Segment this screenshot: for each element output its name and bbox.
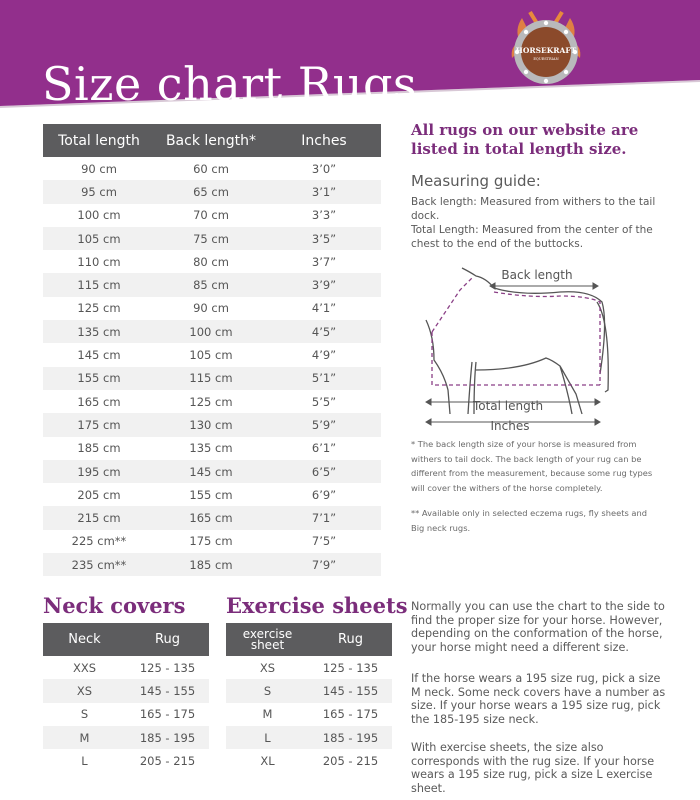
table-cell: 95 cm xyxy=(43,180,155,203)
back-length-footnote: * The back length size of your horse is measured from withers to tail dock. The back length of your rug can be different from the measurement, because some rug types will cover the withers of the horse completely. xyxy=(411,439,653,493)
table-cell: 5’9” xyxy=(267,413,381,436)
table-cell: 5’1” xyxy=(267,367,381,390)
table-cell: 205 - 215 xyxy=(309,749,392,772)
table-cell: 3’9” xyxy=(267,273,381,296)
table-row xyxy=(226,726,392,749)
table-row xyxy=(43,553,381,576)
table-cell: 185 - 195 xyxy=(309,726,392,749)
guide-total-length: Total Length: Measured from the center of the chest to the end of the buttocks. xyxy=(411,224,653,250)
table-cell: 215 cm xyxy=(43,506,155,529)
table-row xyxy=(43,656,209,679)
table-row xyxy=(226,703,392,726)
table-cell: 135 cm xyxy=(155,437,267,460)
table-cell: 7’1” xyxy=(267,506,381,529)
table-cell: 75 cm xyxy=(155,227,267,250)
total-length-label: Total length xyxy=(472,399,544,413)
table-row xyxy=(43,437,381,460)
logo-subtext: EQUESTRIAN xyxy=(533,57,559,61)
back-length-dashed xyxy=(494,292,600,385)
table-header-row xyxy=(226,623,392,656)
table-row xyxy=(226,749,392,772)
table-cell: 185 cm xyxy=(43,437,155,460)
table-cell: XS xyxy=(43,679,126,702)
table-row xyxy=(43,679,209,702)
table-cell: 165 - 175 xyxy=(309,703,392,726)
table-header-row xyxy=(43,623,209,656)
col-header-inches: Inches xyxy=(267,124,381,157)
col-header-rug: Rug xyxy=(126,623,209,656)
availability-footnote: ** Available only in selected eczema rugs, fly sheets and Big neck rugs. xyxy=(411,508,648,533)
table-cell: 90 cm xyxy=(155,297,267,320)
col-header-rug: Rug xyxy=(309,623,392,656)
horse-back-outline xyxy=(462,268,605,374)
sizing-paragraph-exercise: With exercise sheets, the size also corresponds with the rug size. If your horse wears a 195 size rug, pick a size L exercise sheet. xyxy=(411,741,655,795)
col-header-exercise-sheet: exercise sheet xyxy=(226,623,309,656)
table-cell: 7’5” xyxy=(267,530,381,553)
table-cell: 7’9” xyxy=(267,553,381,576)
table-row xyxy=(43,506,381,529)
table-cell: 3’1” xyxy=(267,180,381,203)
table-cell: 165 cm xyxy=(155,506,267,529)
table-row xyxy=(43,460,381,483)
sizing-paragraph-neck: If the horse wears a 195 size rug, pick a size M neck. Some neck covers have a number as size. If your horse wears a 195 size rug, pick the 185-195 size neck. xyxy=(411,672,666,726)
col-header-back-length: Back length* xyxy=(155,124,267,157)
neck-covers-table xyxy=(43,623,209,772)
table-cell: S xyxy=(43,703,126,726)
table-cell: 100 cm xyxy=(155,320,267,343)
table-cell: 145 - 155 xyxy=(126,679,209,702)
sizing-paragraph-general: Normally you can use the chart to the side to find the proper size for your horse. However, depending on the conformation of the horse, your horse might need a different size. xyxy=(411,600,665,654)
table-cell: XXS xyxy=(43,656,126,679)
table-row xyxy=(43,180,381,203)
page-title: Size chart Rugs xyxy=(42,56,418,111)
table-cell: XL xyxy=(226,749,309,772)
table-cell: 175 cm xyxy=(155,530,267,553)
table-cell: 60 cm xyxy=(155,157,267,180)
table-cell: 125 cm xyxy=(43,297,155,320)
table-cell: 115 cm xyxy=(155,367,267,390)
exercise-sheets-title: Exercise sheets xyxy=(226,593,408,618)
table-cell: L xyxy=(226,726,309,749)
table-cell: 4’9” xyxy=(267,343,381,366)
table-cell: 135 cm xyxy=(43,320,155,343)
table-header-row xyxy=(43,124,381,157)
table-row xyxy=(226,679,392,702)
table-row xyxy=(43,749,209,772)
table-cell: 235 cm** xyxy=(43,553,155,576)
table-cell: 3’3” xyxy=(267,204,381,227)
table-cell: 6’1” xyxy=(267,437,381,460)
table-row xyxy=(43,227,381,250)
horsekraft-logo xyxy=(500,8,592,88)
horse-tail xyxy=(597,302,608,392)
table-cell: L xyxy=(43,749,126,772)
table-cell: 225 cm** xyxy=(43,530,155,553)
table-cell: 205 cm xyxy=(43,483,155,506)
table-cell: S xyxy=(226,679,309,702)
total-length-dashed xyxy=(432,332,600,385)
table-cell: 5’5” xyxy=(267,390,381,413)
table-cell: 175 cm xyxy=(43,413,155,436)
table-row xyxy=(43,390,381,413)
back-length-label: Back length xyxy=(501,268,573,282)
table-cell: M xyxy=(226,703,309,726)
table-cell: 4’5” xyxy=(267,320,381,343)
table-cell: 195 cm xyxy=(43,460,155,483)
table-cell: 125 - 135 xyxy=(126,656,209,679)
table-cell: 85 cm xyxy=(155,273,267,296)
table-cell: 145 - 155 xyxy=(309,679,392,702)
col-header-total-length: Total length xyxy=(43,124,155,157)
table-row xyxy=(43,413,381,436)
col-header-neck: Neck xyxy=(43,623,126,656)
rug-size-table xyxy=(43,124,381,576)
table-row xyxy=(43,320,381,343)
table-cell: 65 cm xyxy=(155,180,267,203)
table-cell: 165 - 175 xyxy=(126,703,209,726)
table-cell: XS xyxy=(226,656,309,679)
guide-back-length: Back length: Measured from withers to the tail dock. xyxy=(411,196,656,222)
table-cell: 125 - 135 xyxy=(309,656,392,679)
logo-text: HORSEKRAFT xyxy=(515,46,577,55)
table-cell: M xyxy=(43,726,126,749)
table-cell: 185 cm xyxy=(155,553,267,576)
total-length-notice: All rugs on our website are listed in total length size. xyxy=(411,121,639,158)
table-row xyxy=(43,726,209,749)
table-row xyxy=(43,204,381,227)
table-cell: 6’9” xyxy=(267,483,381,506)
table-row xyxy=(43,273,381,296)
table-cell: 165 cm xyxy=(43,390,155,413)
neck-dashed xyxy=(432,278,472,332)
table-row xyxy=(43,297,381,320)
table-row xyxy=(43,367,381,390)
table-cell: 90 cm xyxy=(43,157,155,180)
table-row xyxy=(43,703,209,726)
table-cell: 100 cm xyxy=(43,204,155,227)
table-cell: 6’5” xyxy=(267,460,381,483)
neck-covers-title: Neck covers xyxy=(43,593,186,618)
table-cell: 155 cm xyxy=(155,483,267,506)
table-cell: 3’7” xyxy=(267,250,381,273)
table-cell: 3’5” xyxy=(267,227,381,250)
table-cell: 3’0” xyxy=(267,157,381,180)
exercise-sheets-table xyxy=(226,623,392,772)
horse-measurement-diagram xyxy=(410,262,630,434)
measuring-guide-title: Measuring guide: xyxy=(411,172,541,190)
table-cell: 70 cm xyxy=(155,204,267,227)
table-cell: 130 cm xyxy=(155,413,267,436)
table-cell: 155 cm xyxy=(43,367,155,390)
table-cell: 105 cm xyxy=(155,343,267,366)
table-cell: 105 cm xyxy=(43,227,155,250)
table-row xyxy=(43,483,381,506)
inches-label: Inches xyxy=(490,419,530,433)
table-cell: 115 cm xyxy=(43,273,155,296)
table-cell: 205 - 215 xyxy=(126,749,209,772)
table-row xyxy=(43,157,381,180)
measuring-guide-text xyxy=(411,195,661,251)
table-cell: 110 cm xyxy=(43,250,155,273)
table-row xyxy=(43,530,381,553)
table-cell: 145 cm xyxy=(155,460,267,483)
table-cell: 185 - 195 xyxy=(126,726,209,749)
table-row xyxy=(43,343,381,366)
table-cell: 145 cm xyxy=(43,343,155,366)
table-cell: 4’1” xyxy=(267,297,381,320)
table-cell: 125 cm xyxy=(155,390,267,413)
table-row xyxy=(43,250,381,273)
table-cell: 80 cm xyxy=(155,250,267,273)
table-row xyxy=(226,656,392,679)
